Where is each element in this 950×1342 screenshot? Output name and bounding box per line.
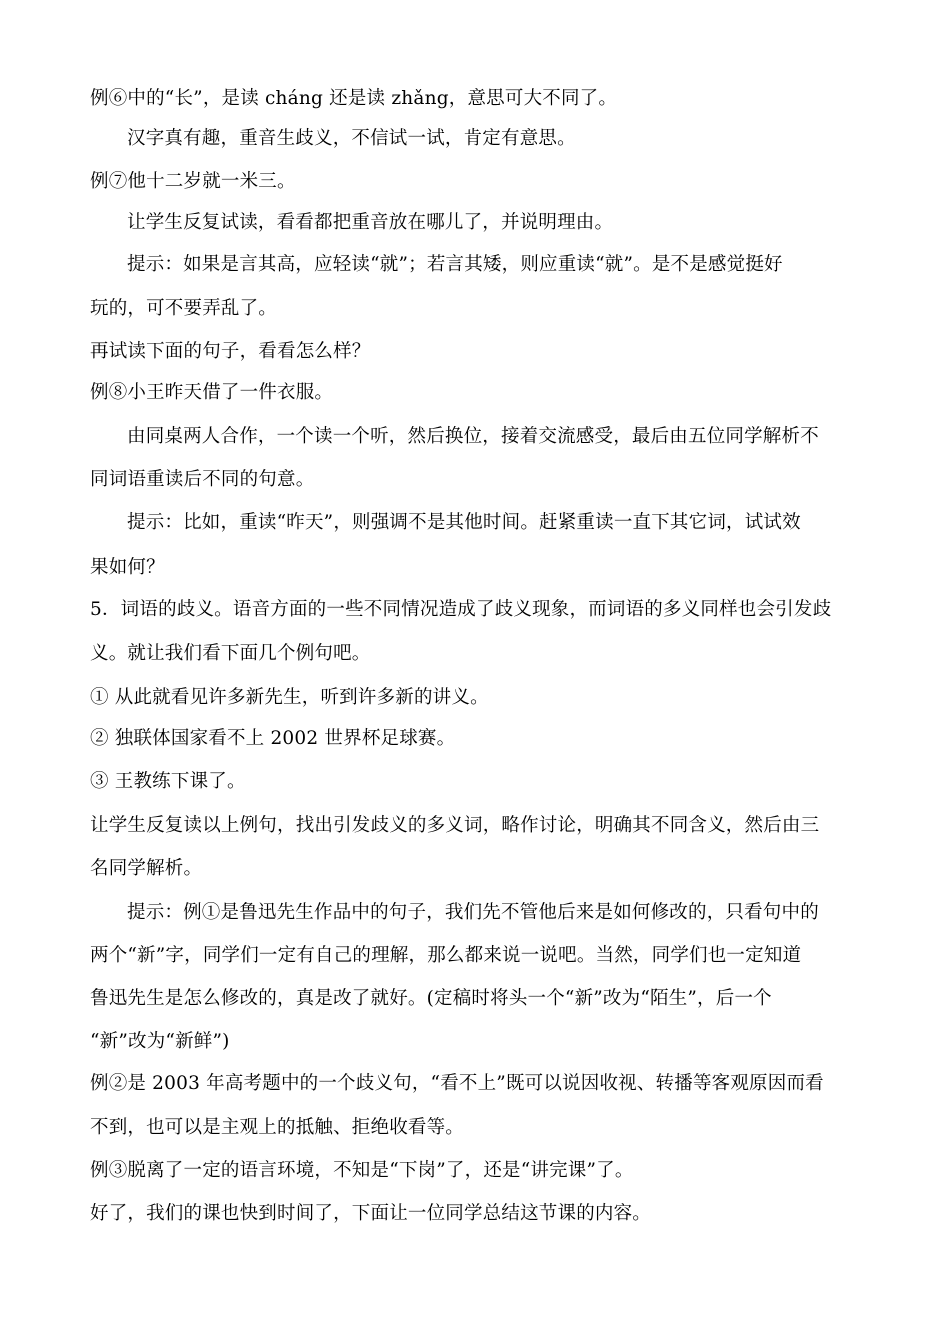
text-line: 让学生反复读以上例句，找出引发歧义的多义词，略作讨论，明确其不同含义，然后由三 [90,815,820,836]
text-line: 两个“新”字，同学们一定有自己的理解，那么都来说一说吧。当然，同学们也一定知道 [90,945,802,966]
text-line: 由同桌两人合作，一个读一个听，然后换位，接着交流感受，最后由五位同学解析不 [127,426,819,447]
text-line: 名同学解析。 [90,858,203,879]
text-line: 玩的，可不要弄乱了。 [90,298,278,319]
text-line: ① 从此就看见许多新先生，听到许多新的讲义。 [90,687,489,708]
text-line: ② 独联体国家看不上 2002 世界杯足球赛。 [90,728,456,749]
text-line: ③ 王教练下课了。 [90,771,246,792]
text-line: 例③脱离了一定的语言环境，不知是“下岗”了，还是“讲完课”了。 [90,1160,634,1181]
text-line: 例②是 2003 年高考题中的一个歧义句，“看不上”既可以说因收视、转播等客观原因而看 [90,1073,824,1094]
text-line: 再试读下面的句子，看看怎么样？ [90,341,371,362]
text-line: “新”改为“新鲜”) [90,1031,230,1052]
text-line: 同词语重读后不同的句意。 [90,469,315,490]
text-line: 提示：如果是言其高，应轻读“就”；若言其矮，则应重读“就”。是不是感觉挺好 [127,254,783,275]
text-line: 5．词语的歧义。语音方面的一些不同情况造成了歧义现象，而词语的多义同样也会引发歧 [90,599,832,620]
text-line: 不到，也可以是主观上的抵触、拒绝收看等。 [90,1117,465,1138]
text-line: 例⑧小王昨天借了一件衣服。 [90,382,334,403]
text-line: 义。就让我们看下面几个例句吧。 [90,643,371,664]
text-line: 果如何？ [90,557,165,578]
text-line: 让学生反复试读，看看都把重音放在哪儿了，并说明理由。 [127,212,614,233]
text-line: 汉字真有趣，重音生歧义，不信试一试，肯定有意思。 [127,128,576,149]
text-line: 提示：例①是鲁迅先生作品中的句子，我们先不管他后来是如何修改的，只看句中的 [127,902,819,923]
text-line: 例⑥中的“长”，是读 cháng 还是读 zhǎng，意思可大不同了。 [90,88,618,109]
text-line: 好了，我们的课也快到时间了，下面让一位同学总结这节课的内容。 [90,1203,652,1224]
text-line: 鲁迅先生是怎么修改的，真是改了就好。(定稿时将头一个“新”改为“陌生”，后一个 [90,988,772,1009]
text-line: 例⑦他十二岁就一米三。 [90,171,296,192]
text-line: 提示：比如，重读“昨天”，则强调不是其他时间。赶紧重读一直下其它词，试试效 [127,512,801,533]
